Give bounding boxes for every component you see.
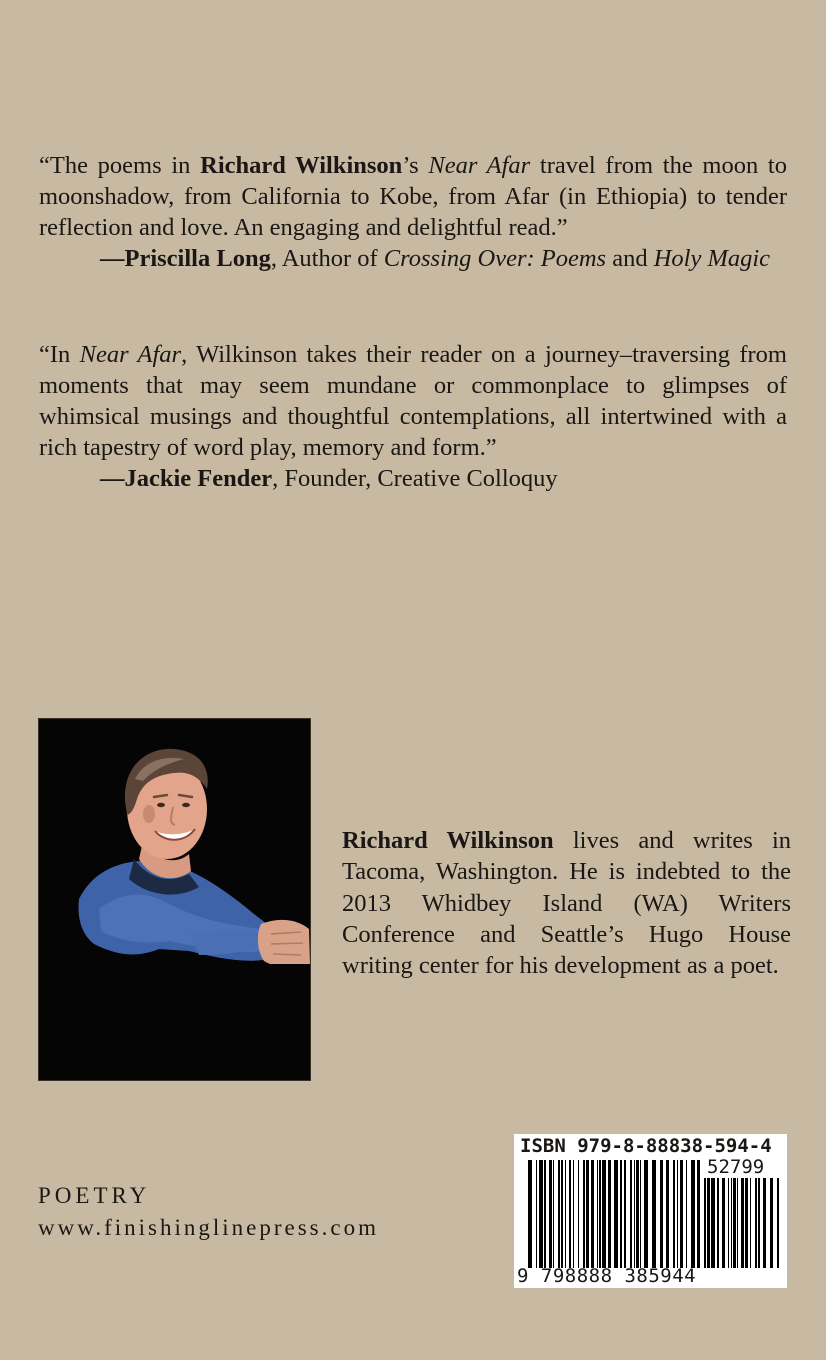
quote-1-dash: — (100, 245, 125, 272)
ean-barcode-bars (528, 1160, 702, 1268)
endorsement-quote-1 (39, 150, 787, 274)
quote-1-and: and (606, 245, 654, 272)
genre-label: POETRY (38, 1183, 151, 1208)
isbn-label: ISBN 979-8-88838-594-4 (520, 1135, 772, 1157)
quote-2-rest: , Wilkinson takes their reader on a journey–traversing from moments that may seem mundane or commonplace to glimpses of whimsical musings and thoughtful contemplations, all intertwined with a rich tapestry of word play, memory and form.” (39, 341, 787, 461)
quote-2-text (39, 339, 787, 463)
author-bio (342, 825, 791, 981)
quote-1-reviewer-role: , Author of (270, 245, 384, 272)
quote-2-open: “In (39, 341, 80, 368)
quote-2-reviewer-name: Jackie Fender (124, 465, 273, 492)
ean-digits: 9 798888 385944 (517, 1265, 697, 1287)
quote-2-dash: — (100, 465, 125, 492)
quote-1-reviewer-work-2: Holy Magic (653, 245, 771, 272)
quote-1-author-name: Richard Wilkinson (200, 152, 403, 179)
author-photo-illustration (39, 719, 310, 1080)
quote-2-attribution (39, 463, 787, 494)
quote-1-attribution (39, 243, 787, 274)
quote-1-rest: travel from the moon to moonshadow, from California to Kobe, from Afar (in Ethiopia) to tender reflection and love. An engaging and delightful read.” (39, 152, 787, 241)
bio-author-name: Richard Wilkinson (342, 827, 554, 854)
quote-1-book-title: Near Afar (428, 152, 531, 179)
author-photo (38, 718, 311, 1081)
quote-1-reviewer-name: Priscilla Long (124, 245, 271, 272)
quote-2-reviewer-role: , Founder, Creative Colloquy (272, 465, 558, 492)
quote-2-book-title: Near Afar (79, 341, 182, 368)
quote-1-open: “The poems in (39, 152, 201, 179)
bio-text: lives and writes in Tacoma, Washington. He is indebted to the 2013 Whidbey Island (WA) Writers Conference and Seattle’s Hugo House writing center for his development as a poet. (342, 827, 792, 980)
quote-1-reviewer-work-1: Crossing Over: Poems (383, 245, 607, 272)
barcode-price-code: 52799 (707, 1156, 765, 1178)
quote-1-text (39, 150, 787, 243)
endorsement-quote-2 (39, 339, 787, 494)
isbn-barcode (514, 1134, 787, 1288)
publisher-website: www.finishinglinepress.com (38, 1215, 379, 1240)
addon-barcode-bars (704, 1178, 779, 1268)
quote-1-possessive: ’s (402, 152, 429, 179)
